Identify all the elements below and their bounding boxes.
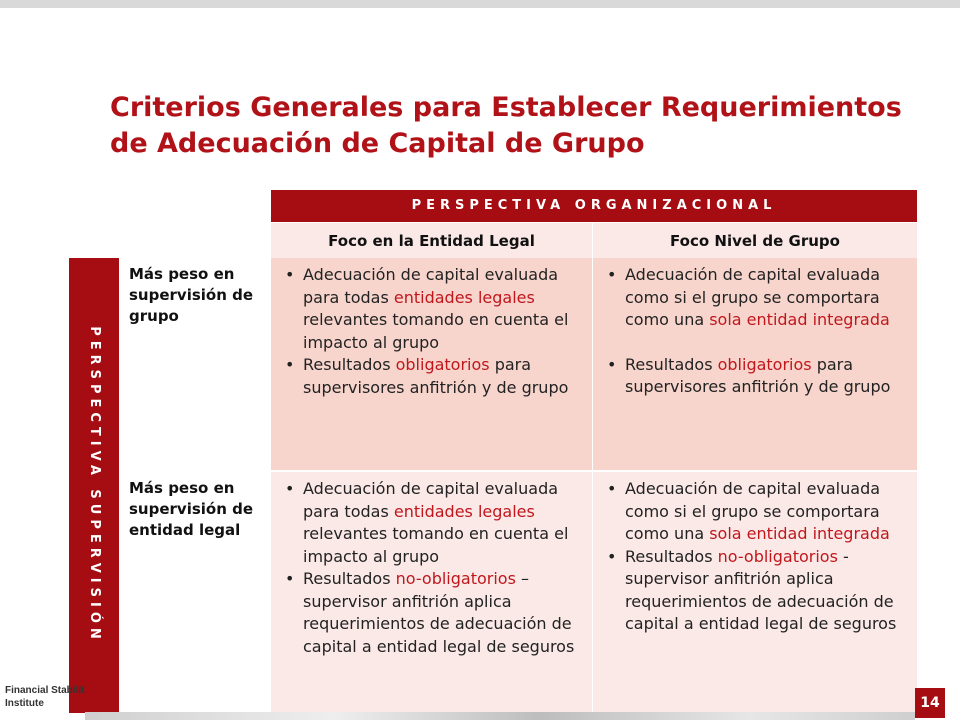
list-item: • Adecuación de capital evaluada para todas entidades legales relevantes tomando en cuenta el impacto al grupo [281,264,582,354]
logo-line-2: Institute [5,698,44,709]
list-item: • Resultados no-obligatorios – supervisor anfitrión aplica requerimientos de adecuación de capital a entidad legal de seguros [281,568,582,658]
list-item: • Adecuación de capital evaluada como si el grupo se comportara como una sola entidad integrada [603,478,907,546]
cell-group-supervision-legal-entity [271,258,593,470]
fsi-logo [5,684,85,710]
list-item: • Adecuación de capital evaluada para todas entidades legales relevantes tomando en cuenta el impacto al grupo [281,478,582,568]
list-item: • Resultados obligatorios para supervisores anfitrión y de grupo [281,354,582,399]
title-line-2: de Adecuación de Capital de Grupo [110,128,645,159]
bottom-decorative-strip [85,712,915,720]
row-label-legal-entity-supervision: Más peso en supervisión de entidad legal [119,470,271,713]
slide-title [110,90,930,162]
cell-group-supervision-group-level [593,258,917,470]
supervision-perspective-header: PERSPECTIVA SUPERVISIÓN [87,326,102,644]
title-line-1: Criterios Generales para Establecer Requerimientos [110,92,902,123]
list-item: • Adecuación de capital evaluada como si el grupo se comportara como una sola entidad integrada [603,264,907,332]
column-header-legal-entity: Foco en la Entidad Legal [271,222,593,258]
list-item: • Resultados no-obligatorios - supervisor anfitrión aplica requerimientos de adecuación de capital a entidad legal de seguros [603,546,907,636]
top-bar [0,0,960,8]
column-header-group-level: Foco Nivel de Grupo [593,222,917,258]
list-item: • Resultados obligatorios para supervisores anfitrión y de grupo [603,354,907,399]
cell-legal-entity-supervision-legal-entity [271,470,593,713]
logo-line-1: Financial Stabilit [5,685,85,696]
cell-legal-entity-supervision-group-level [593,470,917,713]
row-label-group-supervision: Más peso en supervisión de grupo [119,258,271,470]
organizational-perspective-header: PERSPECTIVA ORGANIZACIONAL [271,190,917,222]
page-number: 14 [915,688,945,718]
